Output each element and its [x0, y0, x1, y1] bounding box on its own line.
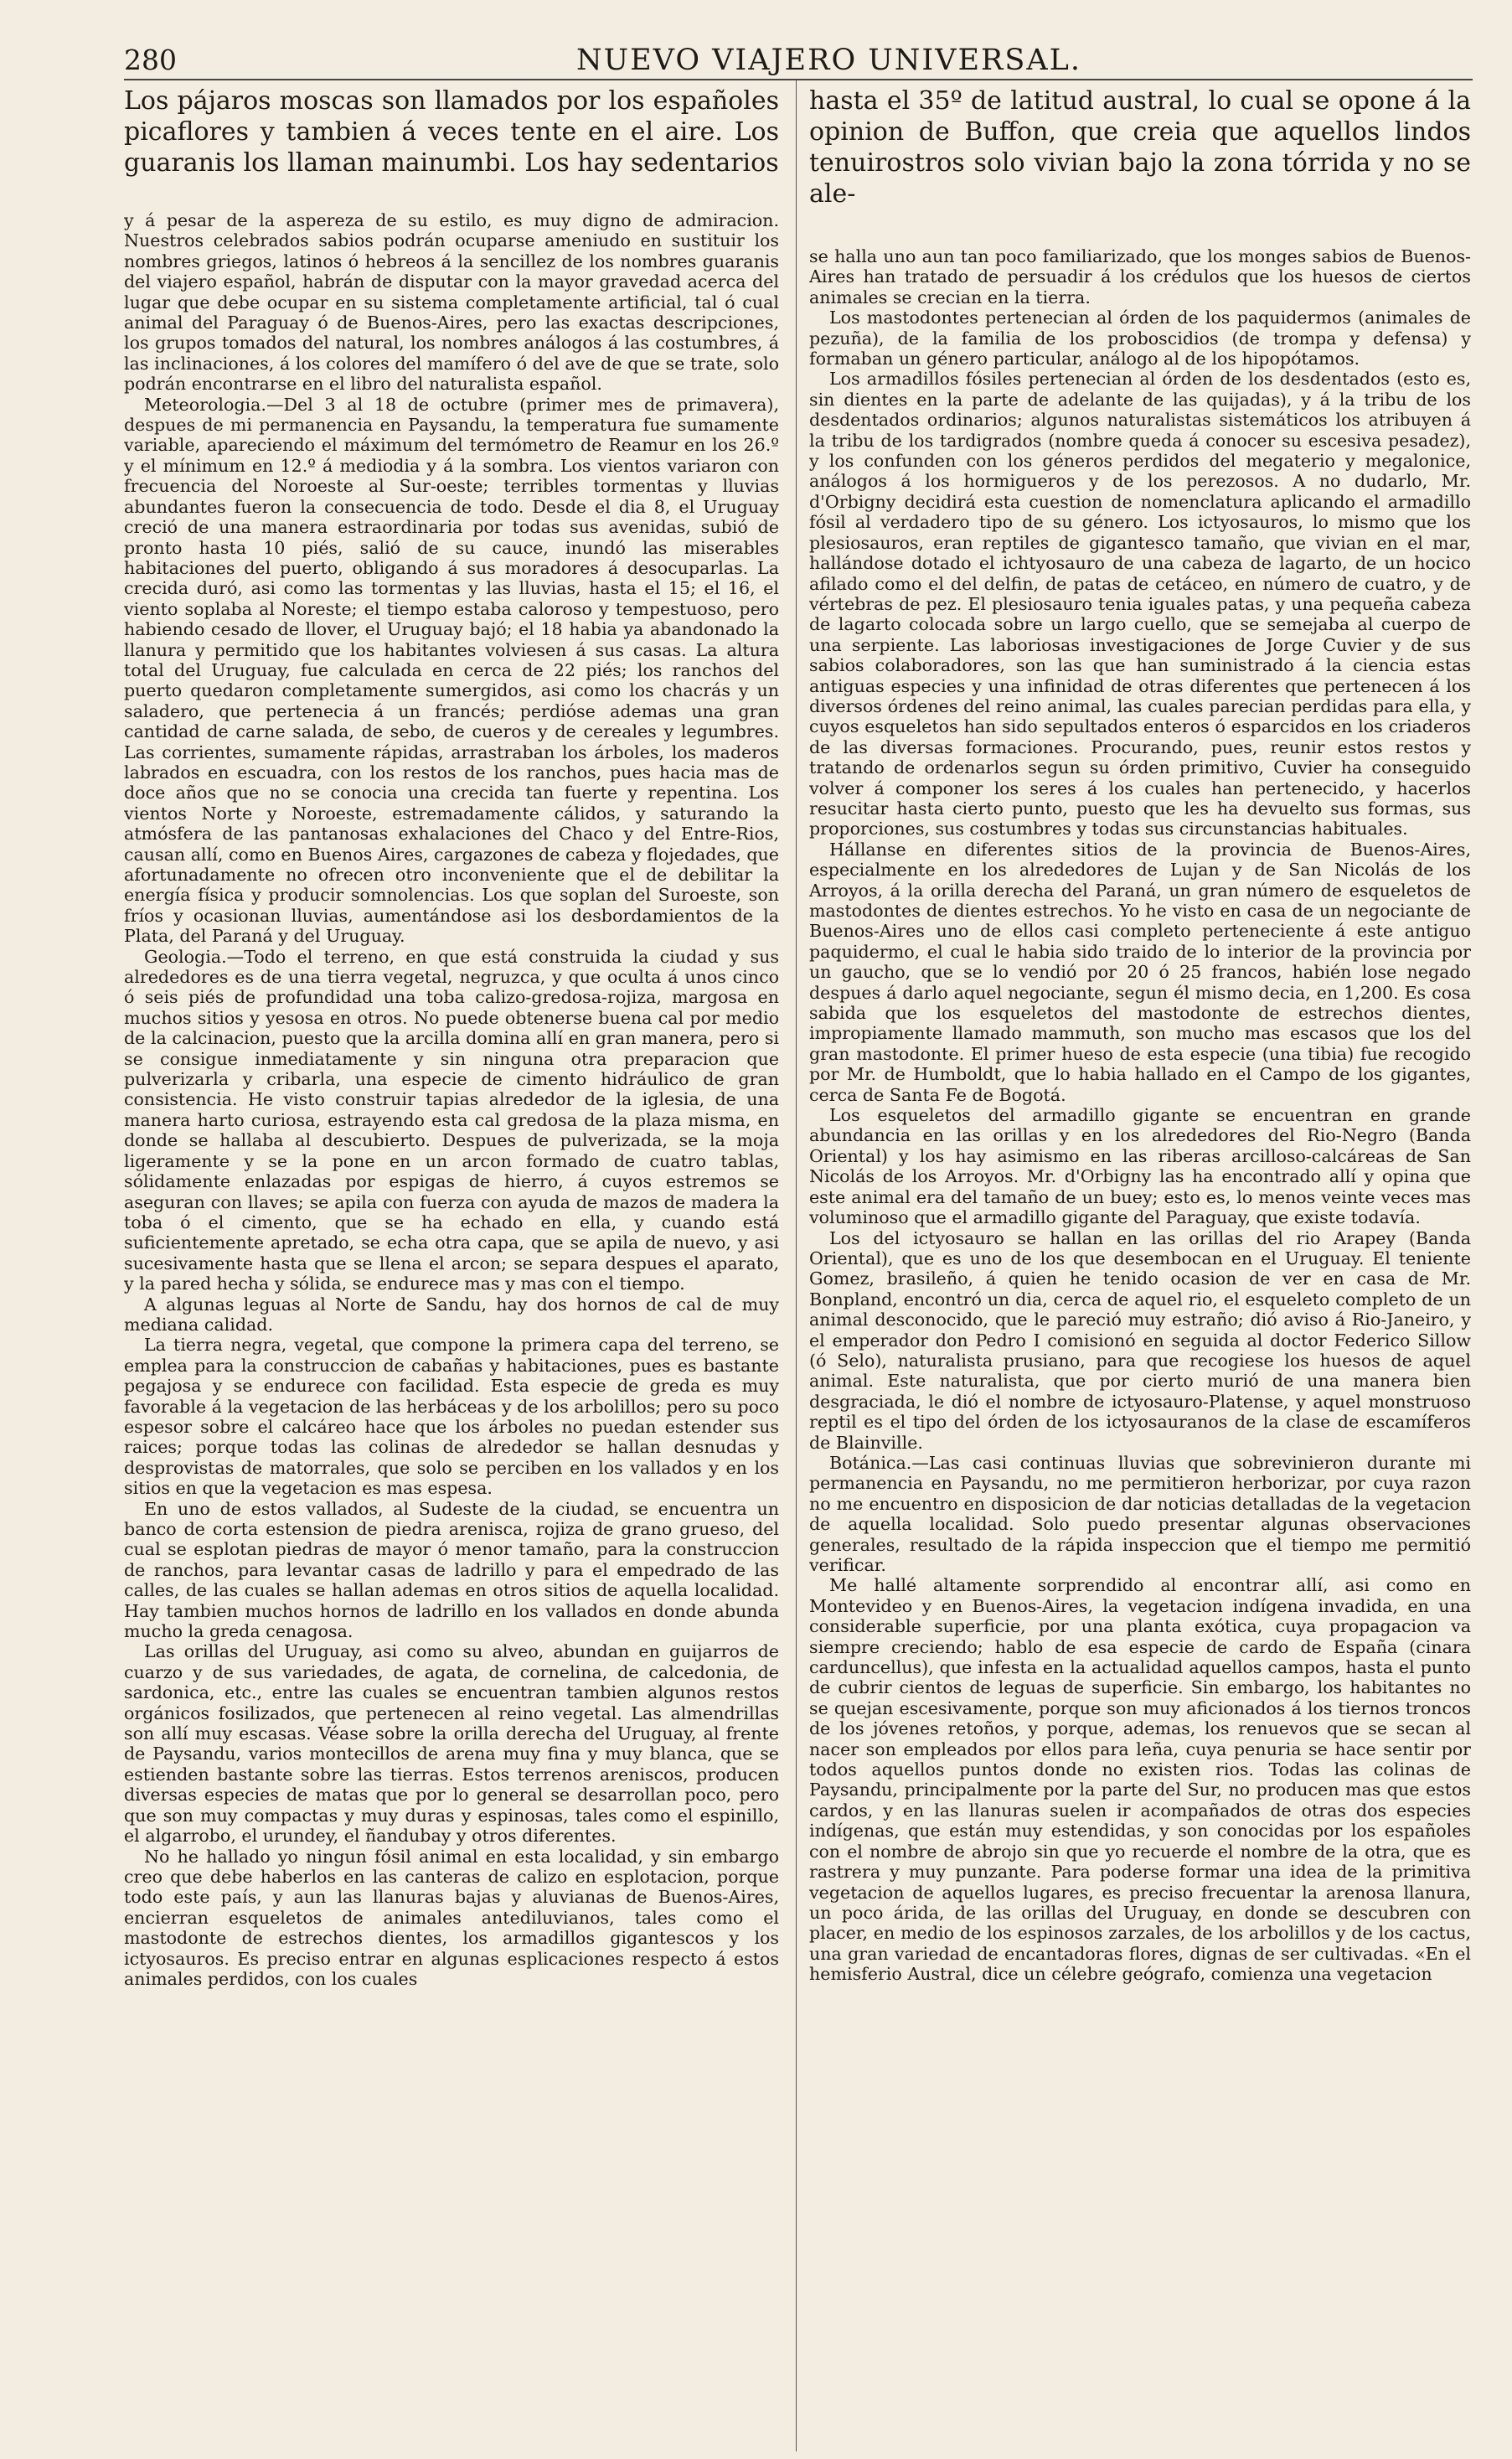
- left-lead-text: Los pájaros moscas son llamados por los españoles picaflores y tambien á veces tente en el aire. Los guaranis los llaman mainumbi. Los hay sedentarios: [124, 86, 779, 178]
- right-lead-block: [809, 85, 1471, 209]
- paragraph: Hállanse en diferentes sitios de la provincia de Buenos-Aires, especialmente en los alrededores de Lujan y de San Nicolás de los Arroyos, á la orilla derecha del Paraná, un gran número de esqueletos de mastodontes de dientes estrechos. Yo he visto en casa de un negociante de Buenos-Aires uno de ellos casi completo perteneciente á este antiguo paquidermo, el cual le habia sido traido de lo interior de la provincia por un gaucho, que se lo vendió por 20 ó 25 francos, habién lose negado despues á darlo aquel negociante, segun él mismo decia, en 1,200. Es cosa sabida que los esqueletos del mastodonte de estrechos dientes, impropiamente llamado mammuth, son mucho mas escasos que los del gran mastodonte. El primer hueso de esta especie (una tibia) fue recogido por Mr. de Humboldt, que lo habia hallado en el Campo de los gigantes, cerca de Santa Fe de Bogotá.: [809, 839, 1471, 1105]
- paragraph: Los del ictyosauro se hallan en las orillas del rio Arapey (Banda Oriental), que es uno de los que desembocan en el Uruguay. El teniente Gomez, brasileño, á quien he tenido ocasion de ver en casa de Mr. Bonpland, encontró un dia, cerca de aquel rio, el esqueleto completo de un animal desconocido, que le pareció muy estraño; dió aviso á Rio-Janeiro, y el emperador don Pedro I comisionó en seguida al doctor Federico Sillow (ó Selo), naturalista prusiano, para que recogiese los huesos de aquel animal. Este naturalista, que por cierto murió de una manera bien desgraciada, le dió el nombre de ictyosauro-Platense, y aquel monstruoso reptil es el tipo del órden de los ictyosauranos de la clase de escamíferos de Blainville.: [809, 1227, 1471, 1453]
- paragraph: Los armadillos fósiles pertenecian al órden de los desdentados (esto es, sin dientes en la parte de adelante de las quijadas), y á la tribu de los desdentados ordinarios; algunos naturalistas sistemáticos los atribuyen á la tribu de los tardigrados (nombre queda á conocer su escesiva pesadez), y los confunden con los géneros perdidos del megaterio y megalonice, análogos á los hormigueros y de los perezosos. A no dudarlo, Mr. d'Orbigny decidirá esta cuestion de nomenclatura aplicando el armadillo fósil al verdadero tipo de su género. Los ictyosauros, lo mismo que los plesiosauros, eran reptiles de gigantesco tamaño, que vivian en el mar, hallándose dotado el ichtyosauro de una cabeza de lagarto, de un hocico afilado como el del delfin, de patas de cetáceo, en número de cuatro, y de vértebras de pez. El plesiosauro tenia iguales patas, y una pequeña cabeza de lagarto colocada sobre un largo cuello, que se semejaba al cuerpo de una serpiente. Las laboriosas investigaciones de Jorge Cuvier y de sus sabios colaboradores, son las que han suministrado á la ciencia estas antiguas especies y una infinidad de otras diferentes que pertenecen á los diversos órdenes del reino animal, las cuales parecian perdidas para ella, y cuyos esqueletos han sido sepultados enteros ó esparcidos en los criaderos de las diversas formaciones. Procurando, pues, reunir estos restos y tratando de ordenarlos segun su órden primitivo, Cuvier ha conseguido volver á componer los seres á los cuales han pertenecido, y hacerlos resucitar hasta cierto punto, puesto que les ha devuelto sus formas, sus proporciones, sus costumbres y todas sus circunstancias habituales.: [809, 369, 1471, 839]
- paragraph: Los mastodontes pertenecian al órden de los paquidermos (animales de pezuña), de la familia de los proboscidios (de trompa y defensa) y formaban un género particular, análogo al de los hipopótamos.: [809, 307, 1471, 369]
- paragraph: No he hallado yo ningun fósil animal en esta localidad, y sin embargo creo que debe haberlos en las canteras de calizo en esplotacion, porque todo este país, y aun las llanuras bajas y aluvianas de Buenos-Aires, encierran esqueletos de animales antediluvianos, tales como el mastodonte de estrechos dientes, los armadillos gigantescos y los ictyosauros. Es preciso entrar en algunas esplicaciones respecto á estos animales perdidos, con los cuales: [124, 1846, 779, 1989]
- paragraph: Las orillas del Uruguay, asi como su alveo, abundan en guijarros de cuarzo y de sus variedades, de agata, de cornelina, de calcedonia, de sardonica, etc., entre las cuales se encuentran tambien algunos restos orgánicos fosilizados, que pertenecen al reino vegetal. Las almendrillas son allí muy escasas. Véase sobre la orilla derecha del Uruguay, al frente de Paysandu, varios montecillos de arena muy fina y muy blanca, que se estienden bastante sobre las tierras. Estos terrenos areniscos, producen diversas especies de matas que por lo general se desarrollan poco, pero que son muy compactas y muy duras y espinosas, tales como el espinillo, el algarrobo, el urundey, el ñandubay y otros diferentes.: [124, 1641, 779, 1847]
- right-body: [809, 246, 1471, 1985]
- paragraph: En uno de estos vallados, al Sudeste de la ciudad, se encuentra un banco de corta estension de piedra arenisca, rojiza de grano grueso, del cual se esplotan piedras de mayor ó menor tamaño, para la construccion de ranchos, para levantar casas de ladrillo y para el empedrado de las calles, de las cuales se hallan ademas en otros sitios de aquella localidad. Hay tambien muchos hornos de ladrillo en los vallados en donde abunda mucho la greda cenagosa.: [124, 1498, 779, 1642]
- page-number: 280: [124, 44, 177, 76]
- paragraph: y á pesar de la aspereza de su estilo, es muy digno de admiracion. Nuestros celebrados sabios podrán ocuparse ameniudo en sustituir los nombres griegos, latinos ó hebreos á la sencillez de los nombres guaranis del viajero español, habrán de disputar con la mayor gravedad acerca del lugar que debe ocupar en su sistema completamente artificial, tal ó cual animal del Paraguay ó de Buenos-Aires, pero las exactas descripciones, los grupos tomados del natural, los nombres análogos á las costumbres, á las inclinaciones, á los colores del mamífero ó del ave de que se trate, solo podrán encontrarse en el libro del naturalista español.: [124, 210, 779, 395]
- paragraph: Los esqueletos del armadillo gigante se encuentran en grande abundancia en las orillas y en los alrededores del Rio-Negro (Banda Oriental) y los hay asimismo en las riberas arcilloso-calcáreas de San Nicolás de los Arroyos. Mr. d'Orbigny las ha encontrado allí y opina que este animal era del tamaño de un buey; esto es, lo menos veinte veces mas voluminoso que el armadillo gigante del Paraguay, que existe todavía.: [809, 1105, 1471, 1228]
- paragraph: Me hallé altamente sorprendido al encontrar allí, asi como en Montevideo y en Buenos-Aires, la vegetacion indígena invadida, en una considerable superficie, por una planta exótica, cuya propagacion va siempre creciendo; hablo de esa especie de cardo de España (cinara carduncellus), que infesta en la actualidad aquellos campos, hasta el punto de cubrir cientos de leguas de superficie. Sin embargo, los habitantes no se quejan escesivamente, porque son muy aficionados á los tiernos troncos de los jóvenes retoños, y porque, ademas, los renuevos que se secan al nacer son empleados por ellos para leña, cuya penuria se hace sentir por todos aquellos puntos donde no existen rios. Todas las colinas de Paysandu, principalmente por la parte del Sur, no producen mas que estos cardos, y en las llanuras suelen ir acompañados de otras dos especies indígenas, que están muy estendidas, y son conocidas por los españoles con el nombre de abrojo sin que yo recuerde el nombre de la otra, que es rastrera y muy punzante. Para poderse formar una idea de la primitiva vegetacion de aquellos lugares, es preciso frecuentar la arenosa llanura, un poco árida, de las orillas del Uruguay, en donde se descubren con placer, en medio de los espinosos zarzales, de los arbolillos y de los cactus, una gran variedad de encantadoras flores, dignas de ser cultivadas. «En el hemisferio Austral, dice un célebre geógrafo, comienza una vegetacion: [809, 1575, 1471, 1985]
- left-body: [124, 210, 779, 1989]
- paragraph: se halla uno aun tan poco familiarizado, que los monges sabios de Buenos-Aires han tratado de persuadir á los crédulos que los huesos de ciertos animales se crecian en la tierra.: [809, 246, 1471, 307]
- paragraph: Meteorologia.—Del 3 al 18 de octubre (primer mes de primavera), despues de mi permanencia en Paysandu, la temperatura fue sumamente variable, apareciendo el máximum del termómetro de Reamur en los 26.º y el mínimum en 12.º á mediodia y á la sombra. Los vientos variaron con frecuencia del Noroeste al Sur-oeste; terribles tormentas y lluvias abundantes fueron la consecuencia de todo. Desde el dia 8, el Uruguay creció de una manera estraordinaria por todas sus avenidas, subió de pronto hasta 10 piés, salió de su cauce, inundó las miserables habitaciones del puerto, obligando á sus moradores á desocuparlas. La crecida duró, asi como las tormentas y las lluvias, hasta el 15; el 16, el viento soplaba al Noreste; el tiempo estaba caloroso y tempestuoso, pero habiendo cesado de llover, el Uruguay bajó; el 18 habia ya abandonado la llanura y permitido que los habitantes volviesen á sus casas. La altura total del Uruguay, fue calculada en cerca de 22 piés; los ranchos del puerto quedaron completamente sumergidos, asi como los chacrás y un saladero, que pertenecia á un francés; perdióse ademas una gran cantidad de carne salada, de sebo, de cueros y de cereales y legumbres. Las corrientes, sumamente rápidas, arrastraban los árboles, los maderos labrados en escuadra, con los restos de los ranchos, pues hacia mas de doce años que no se conocia una crecida tan fuerte y repentina. Los vientos Norte y Noroeste, estremadamente cálidos, y saturando la atmósfera de las pantanosas exhalaciones del Chaco y del Entre-Rios, causan allí, como en Buenos Aires, cargazones de cabeza y flojedades, que afortunadamente no ofrecen otro inconveniente que el de debilitar la energía física y producir somnolencias. Los que soplan del Suroeste, son fríos y ocasionan lluvias, aumentándose asi los desbordamientos de la Plata, del Paraná y del Uruguay.: [124, 394, 779, 947]
- paragraph: Botánica.—Las casi continuas lluvias que sobrevinieron durante mi permanencia en Paysandu, no me permitieron herborizar, por cuya razon no me encuentro en disposicion de dar noticias detalladas de la vegetacion de aquella localidad. Solo puedo presentar algunas observaciones generales, resultado de la rápida inspeccion que el tiempo me permitió verificar.: [809, 1452, 1471, 1575]
- left-lead-block: [124, 85, 779, 178]
- right-lead-text: hasta el 35º de latitud austral, lo cual se opone á la opinion de Buffon, que creia que aquellos lindos tenuirostros solo vivian bajo la zona tórrida y no se ale-: [809, 86, 1471, 209]
- paragraph: La tierra negra, vegetal, que compone la primera capa del terreno, se emplea para la construccion de cabañas y habitaciones, pues es bastante pegajosa y se endurece con facilidad. Esta especie de greda es muy favorable á la vegetacion de las herbáceas y de los arbolillos; pero su poco espesor sobre el calcáreo hace que los árboles no puedan estender sus raices; porque todas las colinas de alrededor se hallan desnudas y desprovistas de matorrales, que solo se perciben en los vallados y en los sitios en que la vegetacion es mas espesa.: [124, 1335, 779, 1499]
- header-rule: [124, 79, 1473, 80]
- column-divider: [796, 80, 797, 2451]
- left-column: [124, 85, 779, 2448]
- running-header: [124, 44, 1473, 79]
- running-title: NUEVO VIAJERO UNIVERSAL.: [576, 44, 1082, 77]
- right-column: [809, 85, 1471, 2448]
- paragraph: Geologia.—Todo el terreno, en que está construida la ciudad y sus alrededores es de una tierra vegetal, negruzca, y que oculta á unos cinco ó seis piés de profundidad una toba calizo-gredosa-rojiza, margosa en muchos sitios y yesosa en otros. No puede obtenerse buena cal por medio de la calcinacion, puesto que la arcilla domina allí en gran manera, pero si se consigue inmediatamente y sin ninguna otra preparacion que pulverizarla y cribarla, una especie de cimento hidráulico de gran consistencia. He visto construir tapias alrededor de la iglesia, de una manera harto curiosa, estrayendo esta cal gredosa de la plaza misma, en donde se hallaba al descubierto. Despues de pulverizada, se la moja ligeramente y se la pone en un arcon formado de cuatro tablas, sólidamente enlazadas por espigas de hierro, á cuyos estremos se aseguran con llaves; se apila con fuerza con ayuda de mazos de madera la toba ó el cimento, que se ha echado en ella, y cuando está suficientemente apretado, se echa otra capa, que se apila de nuevo, y asi sucesivamente hasta que se llena el arcon; se separa despues el aparato, y la pared hecha y sólida, se endurece mas y mas con el tiempo.: [124, 946, 779, 1294]
- paragraph: A algunas leguas al Norte de Sandu, hay dos hornos de cal de muy mediana calidad.: [124, 1294, 779, 1335]
